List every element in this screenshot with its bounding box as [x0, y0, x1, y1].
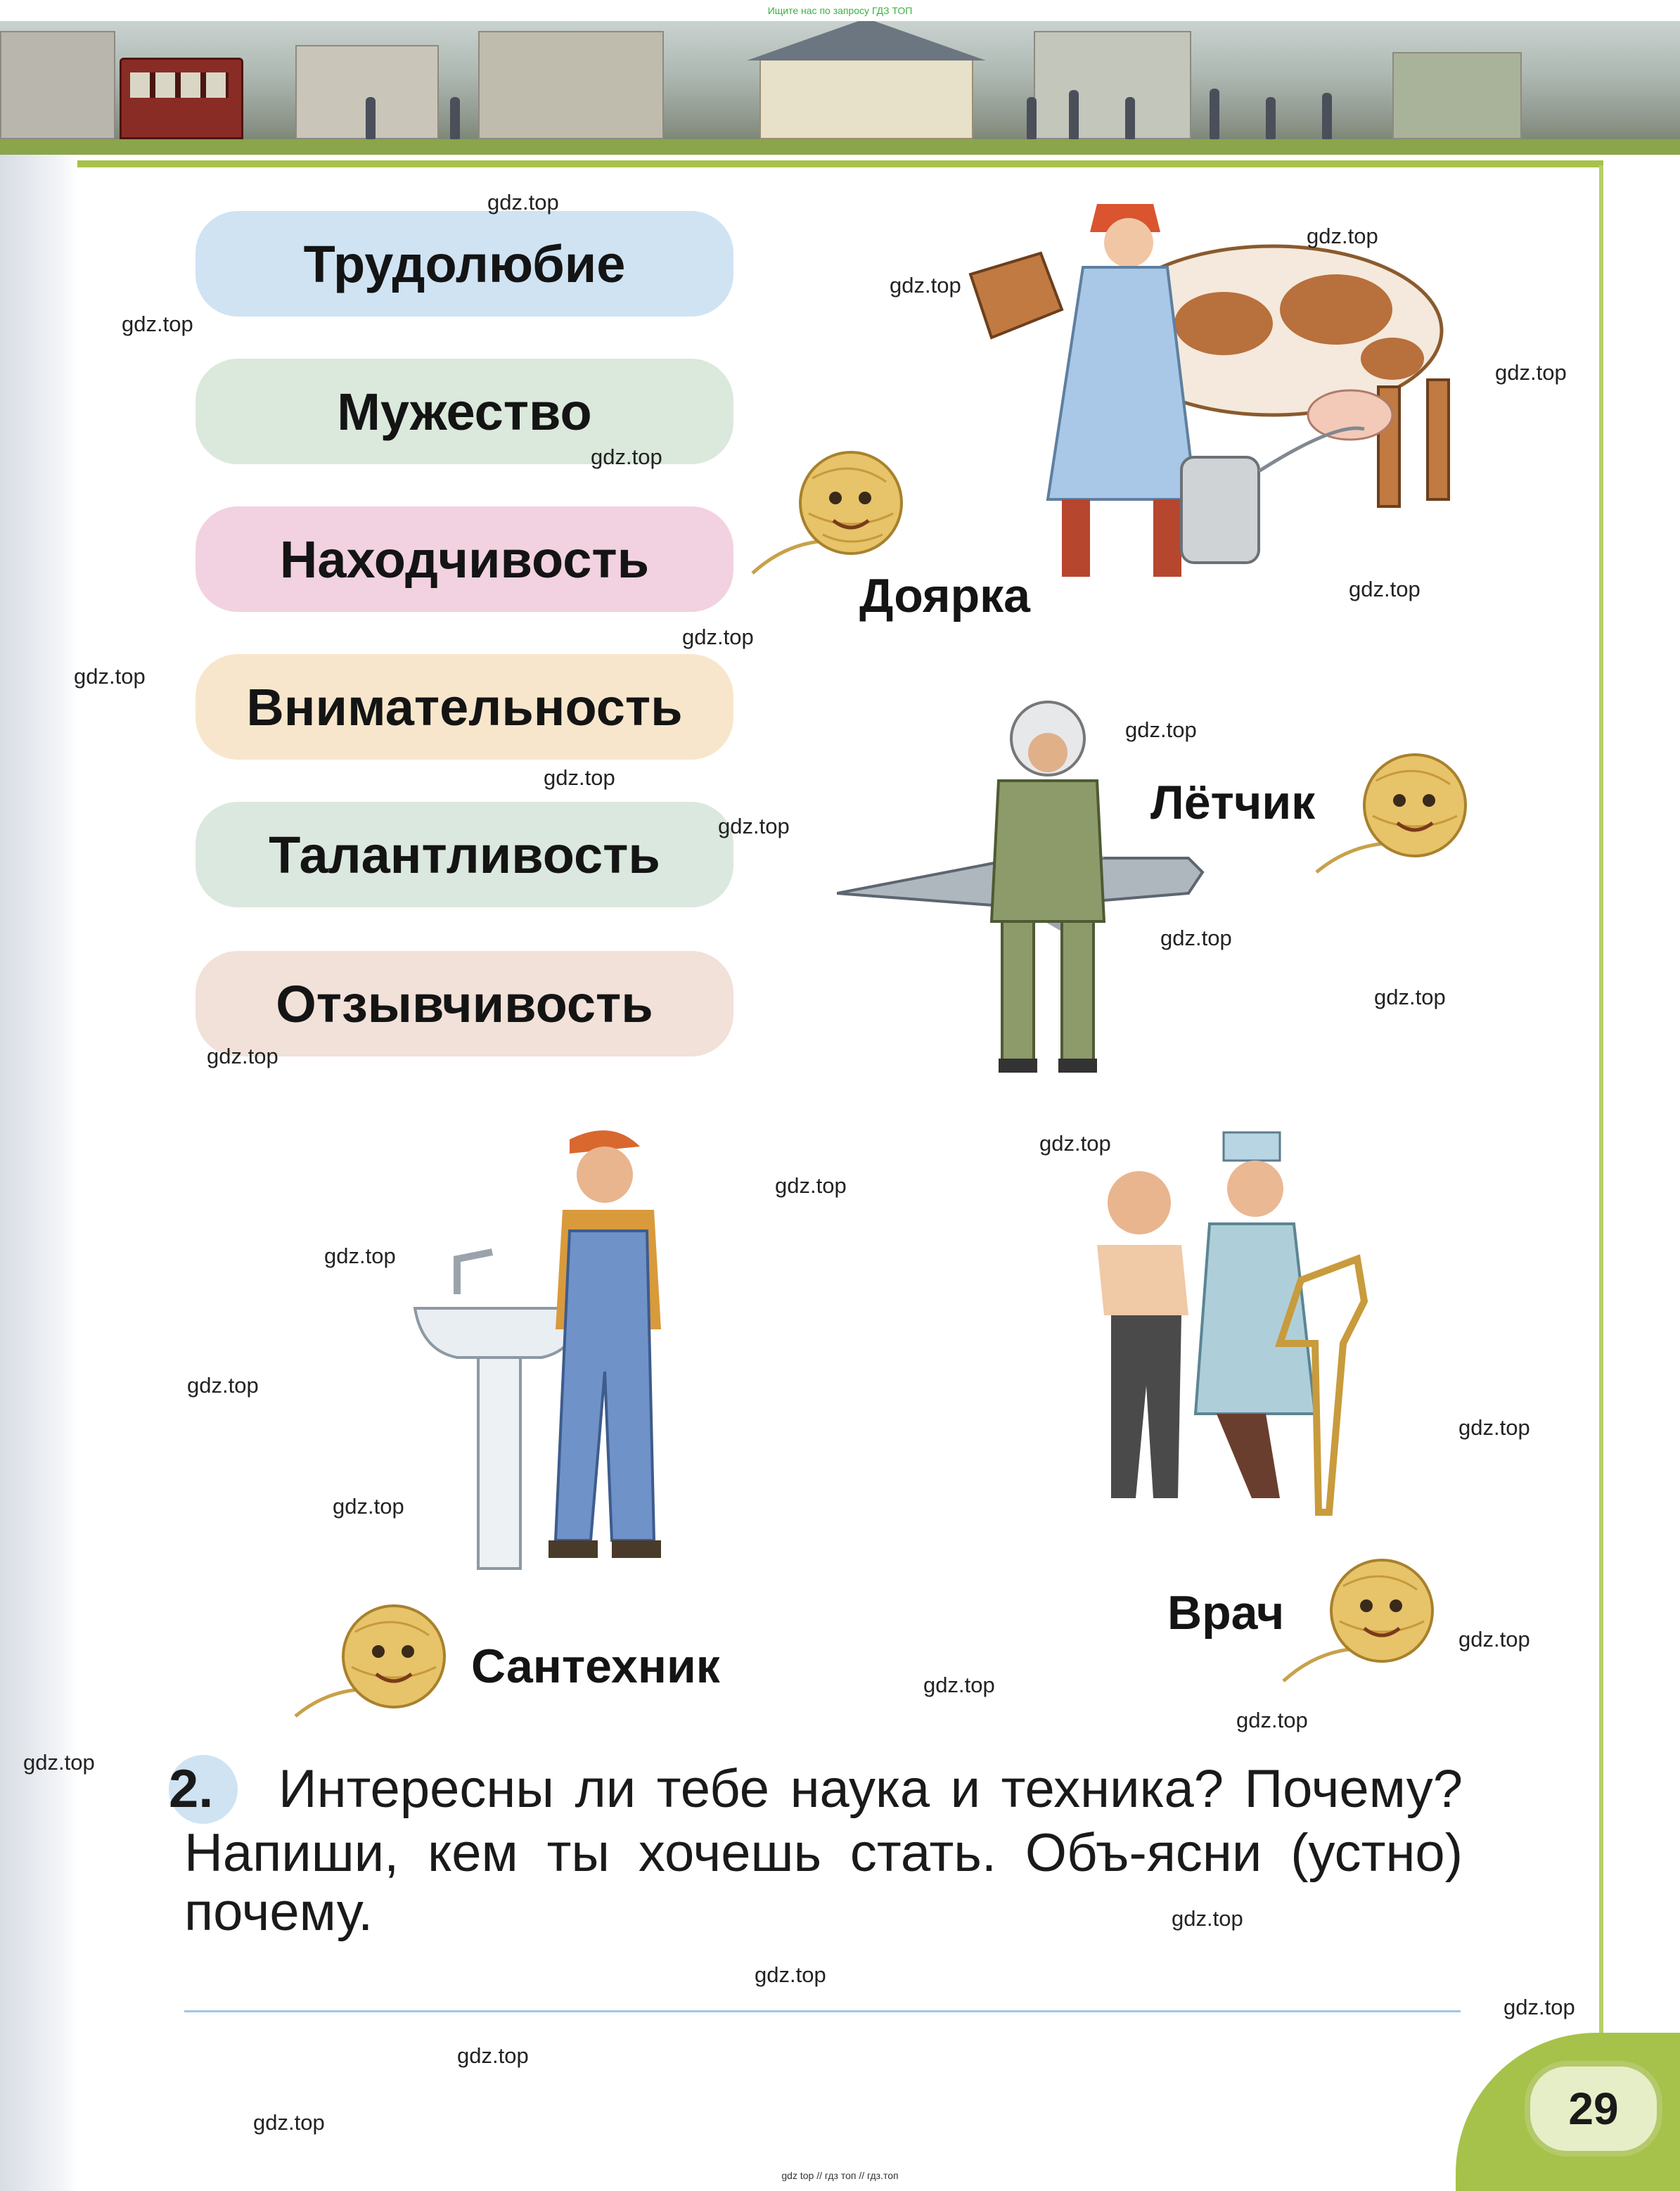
task-2-text	[169, 1755, 1463, 1942]
right-margin-rule	[1599, 165, 1603, 2050]
watermark: gdz.top	[333, 1494, 404, 1519]
plumber-sink-illustration	[401, 1118, 724, 1597]
top-divider	[77, 160, 1603, 167]
watermark: gdz.top	[1172, 1906, 1243, 1931]
watermark: gdz.top	[544, 765, 615, 790]
watermark: gdz.top	[253, 2110, 325, 2135]
kolobok-mascot-icon	[1276, 1558, 1445, 1692]
watermark: gdz.top	[682, 625, 754, 649]
label-doctor: Врач	[1167, 1586, 1285, 1640]
watermark: gdz.top	[1349, 577, 1421, 601]
watermark: gdz.top	[755, 1962, 826, 1987]
watermark: gdz.top	[1503, 1995, 1575, 2019]
watermark: gdz.top	[1307, 224, 1378, 248]
header-note: Ищите нас по запросу ГДЗ ТОП	[767, 5, 913, 16]
milkmaid-cow-illustration	[942, 190, 1505, 612]
watermark: gdz.top	[74, 664, 146, 689]
quality-pill-courage: Мужество	[195, 359, 733, 464]
label-milkmaid: Доярка	[859, 569, 1030, 622]
watermark: gdz.top	[187, 1373, 259, 1398]
watermark: gdz.top	[1039, 1131, 1111, 1156]
watermark: gdz.top	[718, 814, 790, 838]
watermark: gdz.top	[457, 2043, 529, 2068]
task-number-badge: 2.	[169, 1755, 238, 1824]
watermark: gdz.top	[324, 1244, 396, 1268]
watermark: gdz.top	[1458, 1627, 1530, 1652]
watermark: gdz.top	[122, 312, 193, 336]
watermark: gdz.top	[487, 190, 559, 215]
task-question: Интересны ли тебе наука и техника? Почему? Напиши, кем ты хочешь стать. Объ-ясни (устно) почему.	[184, 1759, 1463, 1942]
house-illustration	[759, 59, 973, 139]
answer-writing-line[interactable]	[184, 2010, 1461, 2012]
watermark: gdz.top	[1236, 1708, 1308, 1732]
watermark: gdz.top	[591, 445, 662, 469]
street-banner-image	[0, 21, 1680, 155]
watermark: gdz.top	[1374, 985, 1446, 1009]
kolobok-mascot-icon	[745, 450, 914, 584]
quality-pill-resourcefulness: Находчивость	[195, 506, 733, 612]
book-spine-shadow	[0, 155, 77, 2191]
watermark: gdz.top	[923, 1673, 995, 1697]
quality-pill-responsiveness: Отзывчивость	[195, 951, 733, 1056]
kolobok-mascot-icon	[288, 1604, 457, 1737]
watermark: gdz.top	[1458, 1415, 1530, 1440]
watermark: gdz.top	[1160, 926, 1232, 950]
pilot-jet-illustration	[837, 696, 1231, 1090]
doctor-patient-illustration	[1055, 1118, 1392, 1526]
label-plumber: Сантехник	[471, 1640, 720, 1693]
tram-illustration	[120, 58, 243, 139]
watermark: gdz.top	[1125, 717, 1197, 742]
page-number: 29	[1525, 2061, 1662, 2157]
footer-note: gdz top // гдз топ // гдз.топ	[781, 2170, 899, 2181]
watermark: gdz.top	[890, 273, 961, 298]
watermark: gdz.top	[207, 1044, 278, 1068]
quality-pill-attentiveness: Внимательность	[195, 654, 733, 760]
watermark: gdz.top	[775, 1173, 847, 1198]
watermark: gdz.top	[1495, 360, 1567, 385]
quality-pill-hardwork: Трудолюбие	[195, 211, 733, 317]
label-pilot: Лётчик	[1150, 776, 1316, 829]
kolobok-mascot-icon	[1309, 753, 1478, 886]
watermark: gdz.top	[23, 1750, 95, 1775]
quality-pill-talent: Талантливость	[195, 802, 733, 907]
